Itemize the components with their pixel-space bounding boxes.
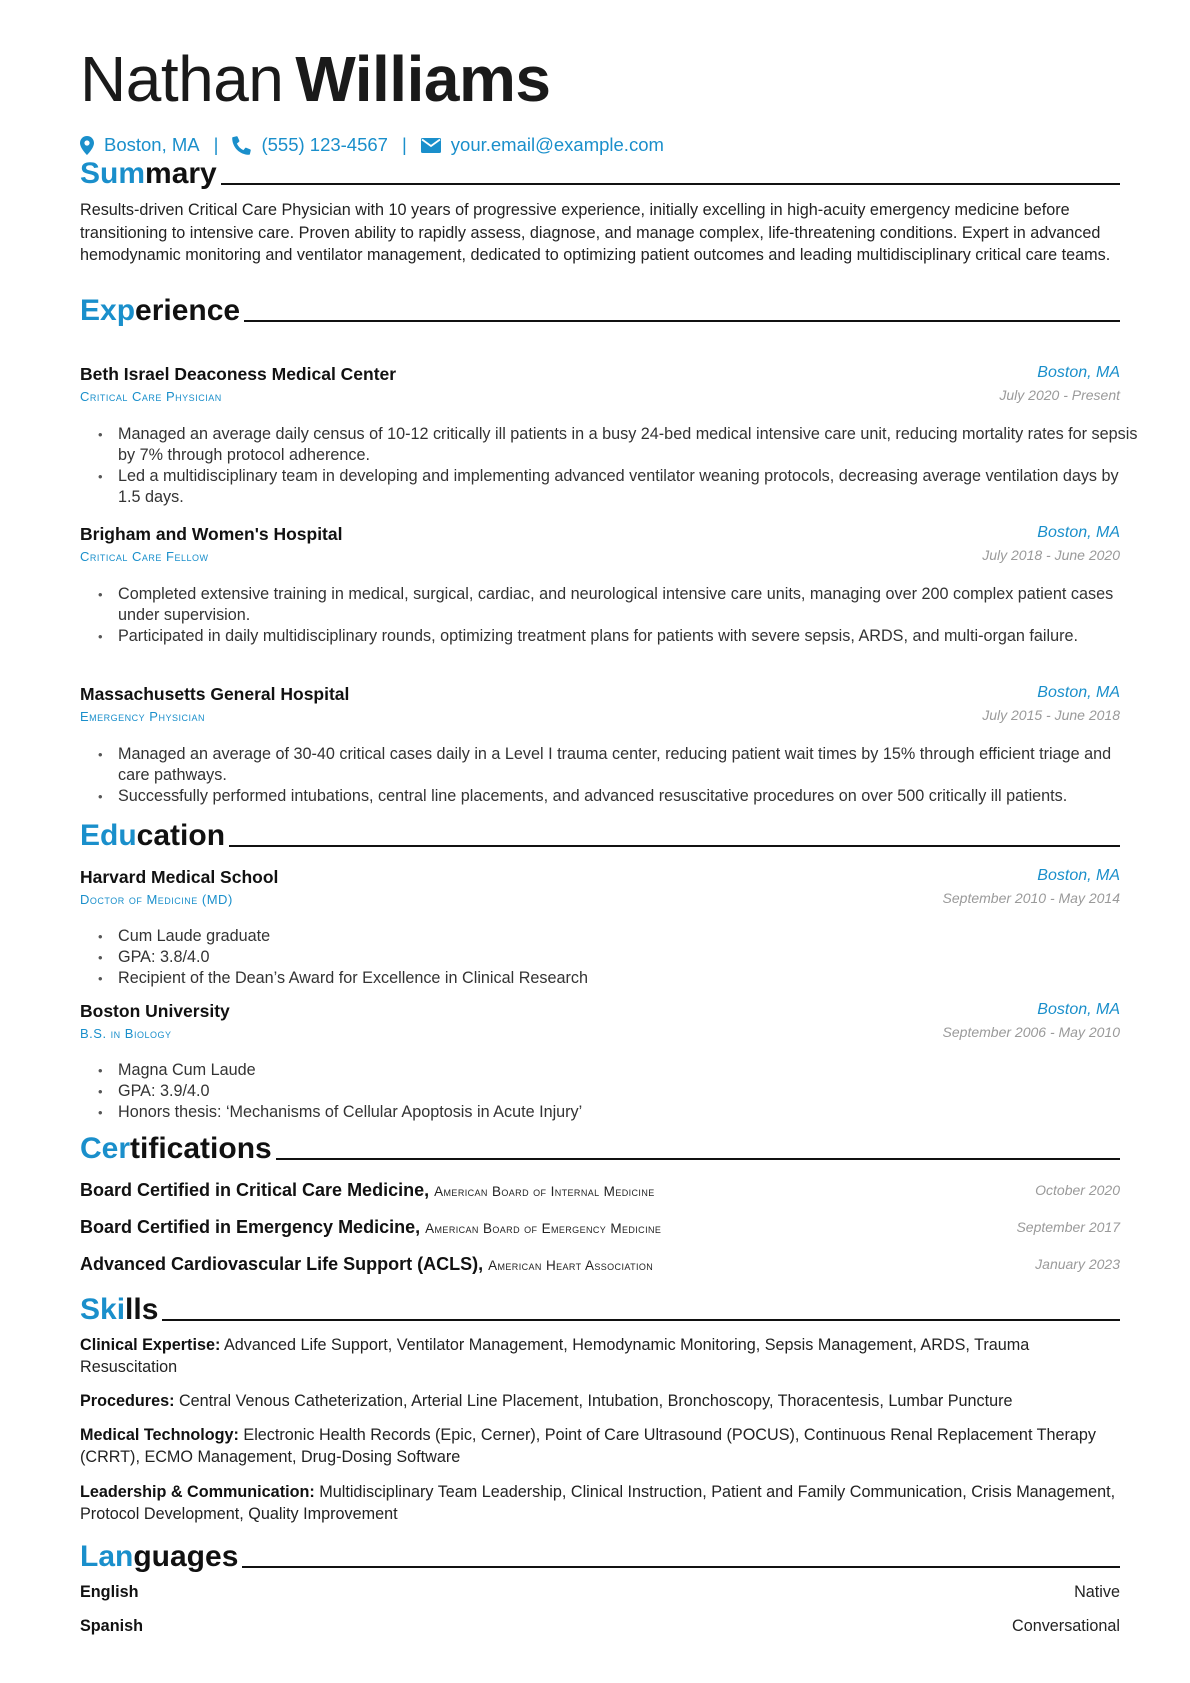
- certification-issuer: American Board of Internal Medicine: [434, 1184, 655, 1199]
- certification-item: Board Certified in Critical Care Medicine, American Board of Internal Medicine October 2020: [80, 1180, 1120, 1200]
- contact-separator: |: [401, 134, 407, 155]
- list-item: • Honors thesis: ‘Mechanisms of Cellular Apoptosis in Acute Injury’: [118, 1102, 1140, 1123]
- employer-name: Beth Israel Deaconess Medical Center: [80, 364, 397, 384]
- certifications-heading: [80, 1132, 1120, 1166]
- employer-location: Boston, MA: [1037, 524, 1120, 541]
- heading-rest: guages: [133, 1540, 239, 1573]
- summary-heading: [80, 157, 1120, 191]
- school-location: Boston, MA: [1037, 1001, 1120, 1018]
- experience-heading: [80, 294, 1120, 328]
- heading-rule: [242, 1566, 1120, 1568]
- certification-date: January 2023: [1035, 1256, 1120, 1272]
- list-item: • GPA: 3.8/4.0: [118, 947, 1140, 968]
- heading-rest: erience: [135, 294, 241, 327]
- heading-rest: tifications: [130, 1132, 272, 1165]
- email-text: your.email@example.com: [450, 134, 664, 155]
- skill-label: Medical Technology:: [80, 1426, 239, 1444]
- job-title: Critical Care Fellow: [80, 549, 209, 564]
- skill-group: [80, 1334, 1120, 1378]
- heading-rule: [244, 320, 1120, 322]
- education-dates: September 2006 - May 2010: [942, 1024, 1120, 1040]
- heading-accent: Ski: [80, 1293, 126, 1326]
- skill-text: Multidisciplinary Team Leadership, Clinical Instruction, Patient and Family Communication, Crisis Management, Protocol Development, Quality Improvement: [80, 1483, 1116, 1523]
- job-dates: July 2018 - June 2020: [982, 547, 1120, 563]
- skill-label: Leadership & Communication:: [80, 1483, 315, 1501]
- experience-bullets: [98, 744, 1140, 807]
- degree: Doctor of Medicine (MD): [80, 892, 233, 907]
- phone-icon: [232, 136, 251, 155]
- skill-text: Electronic Health Records (Epic, Cerner), Point of Care Ultrasound (POCUS), Continuous Renal Replacement Therapy (CRRT), ECMO Management, Drug-Dosing Software: [80, 1426, 1097, 1466]
- list-item: • Managed an average daily census of 10-12 critically ill patients in a busy 24-bed medical intensive care unit, reducing mortality rates for sepsis by 7% through protocol adherence.: [118, 424, 1140, 466]
- employer-location: Boston, MA: [1037, 364, 1120, 381]
- location-text: Boston, MA: [104, 134, 200, 155]
- candidate-name: [80, 42, 550, 116]
- certification-title: Advanced Cardiovascular Life Support (ACLS): [80, 1254, 479, 1274]
- heading-rest: lls: [125, 1293, 159, 1326]
- list-item: • Magna Cum Laude: [118, 1060, 1140, 1081]
- language-name: Spanish: [80, 1617, 143, 1635]
- job-title: Emergency Physician: [80, 709, 205, 724]
- heading-rule: [229, 845, 1120, 847]
- list-item: • Successfully performed intubations, central line placements, and advanced resuscitative procedures on over 500 critically ill patients.: [118, 786, 1140, 807]
- education-dates: September 2010 - May 2014: [942, 890, 1120, 906]
- skill-group: [80, 1424, 1120, 1468]
- heading-accent: Sum: [80, 157, 146, 190]
- list-item: • Completed extensive training in medical, surgical, cardiac, and neurological intensive care units, managing over 200 complex patient cases under supervision.: [118, 584, 1140, 626]
- heading-accent: Exp: [80, 294, 136, 327]
- language-level: Native: [1074, 1583, 1120, 1601]
- contact-email[interactable]: [421, 134, 664, 156]
- job-dates: July 2020 - Present: [999, 387, 1120, 403]
- job-dates: July 2015 - June 2018: [982, 707, 1120, 723]
- list-item: • Managed an average of 30-40 critical cases daily in a Level I trauma center, reducing patient wait times by 15% through efficient triage and care pathways.: [118, 744, 1140, 786]
- school-name: Boston University: [80, 1001, 230, 1021]
- certification-issuer: American Board of Emergency Medicine: [425, 1221, 662, 1236]
- education-bullets: [98, 926, 1140, 989]
- certification-date: September 2017: [1016, 1219, 1120, 1235]
- certification-item: Board Certified in Emergency Medicine, American Board of Emergency Medicine September 2017: [80, 1217, 1120, 1237]
- contact-location: [80, 134, 200, 156]
- employer-name: Brigham and Women's Hospital: [80, 524, 343, 544]
- last-name: Williams: [295, 43, 551, 115]
- heading-rule: [276, 1158, 1120, 1160]
- experience-bullets: [98, 424, 1140, 508]
- school-name: Harvard Medical School: [80, 867, 279, 887]
- heading-accent: Lan: [80, 1540, 134, 1573]
- degree: B.S. in Biology: [80, 1026, 172, 1041]
- summary-text: Results-driven Critical Care Physician with 10 years of progressive experience, initially excelling in high-acuity emergency medicine before transitioning to intensive care. Proven ability to rapidly assess, diagnose, and manage complex, life-threatening conditions. Expert in advanced hemodynamic monitoring and ventilator management, dedicated to optimizing patient outcomes and leading multidisciplinary critical care teams.: [80, 201, 1111, 265]
- skill-label: Procedures:: [80, 1392, 175, 1410]
- skill-group: [80, 1481, 1120, 1525]
- skill-text: Central Venous Catheterization, Arterial Line Placement, Intubation, Bronchoscopy, Thoracentesis, Lumbar Puncture: [178, 1392, 1013, 1410]
- skill-text: Advanced Life Support, Ventilator Management, Hemodynamic Monitoring, Sepsis Management, ARDS, Trauma Resuscitation: [80, 1336, 1030, 1376]
- certification-title: Board Certified in Critical Care Medicine: [80, 1180, 425, 1200]
- envelope-icon: [421, 138, 441, 153]
- skills-heading: [80, 1293, 1120, 1327]
- education-bullets: [98, 1060, 1140, 1123]
- certification-title: Board Certified in Emergency Medicine: [80, 1217, 416, 1237]
- heading-rule: [162, 1319, 1120, 1321]
- contact-line: [80, 134, 664, 156]
- certification-issuer: American Heart Association: [488, 1258, 654, 1273]
- certification-date: October 2020: [1035, 1182, 1120, 1198]
- skill-group: [80, 1390, 1120, 1412]
- list-item: • GPA: 3.9/4.0: [118, 1081, 1140, 1102]
- contact-separator: |: [213, 134, 219, 155]
- heading-accent: Cer: [80, 1132, 131, 1165]
- experience-bullets: [98, 584, 1140, 647]
- language-level: Conversational: [1012, 1617, 1120, 1635]
- school-location: Boston, MA: [1037, 867, 1120, 884]
- list-item: • Cum Laude graduate: [118, 926, 1140, 947]
- heading-rule: [221, 183, 1120, 185]
- contact-phone[interactable]: [232, 134, 388, 156]
- heading-rest: mary: [145, 157, 217, 190]
- heading-accent: Edu: [80, 819, 137, 852]
- education-heading: [80, 819, 1120, 853]
- certification-item: Advanced Cardiovascular Life Support (ACLS), American Heart Association January 2023: [80, 1254, 1120, 1274]
- skill-label: Clinical Expertise:: [80, 1336, 221, 1354]
- list-item: • Led a multidisciplinary team in developing and implementing advanced ventilator weaning protocols, decreasing average ventilation days by 1.5 days.: [118, 466, 1140, 508]
- first-name: Nathan: [80, 43, 284, 115]
- language-name: English: [80, 1583, 139, 1601]
- employer-location: Boston, MA: [1037, 684, 1120, 701]
- map-pin-icon: [80, 136, 94, 155]
- heading-rest: cation: [136, 819, 226, 852]
- phone-text: (555) 123-4567: [261, 134, 388, 155]
- list-item: • Recipient of the Dean’s Award for Excellence in Clinical Research: [118, 968, 1140, 989]
- languages-heading: [80, 1540, 1120, 1574]
- employer-name: Massachusetts General Hospital: [80, 684, 350, 704]
- list-item: • Participated in daily multidisciplinary rounds, optimizing treatment plans for patients with severe sepsis, ARDS, and multi-organ failure.: [118, 626, 1140, 647]
- job-title: Critical Care Physician: [80, 389, 222, 404]
